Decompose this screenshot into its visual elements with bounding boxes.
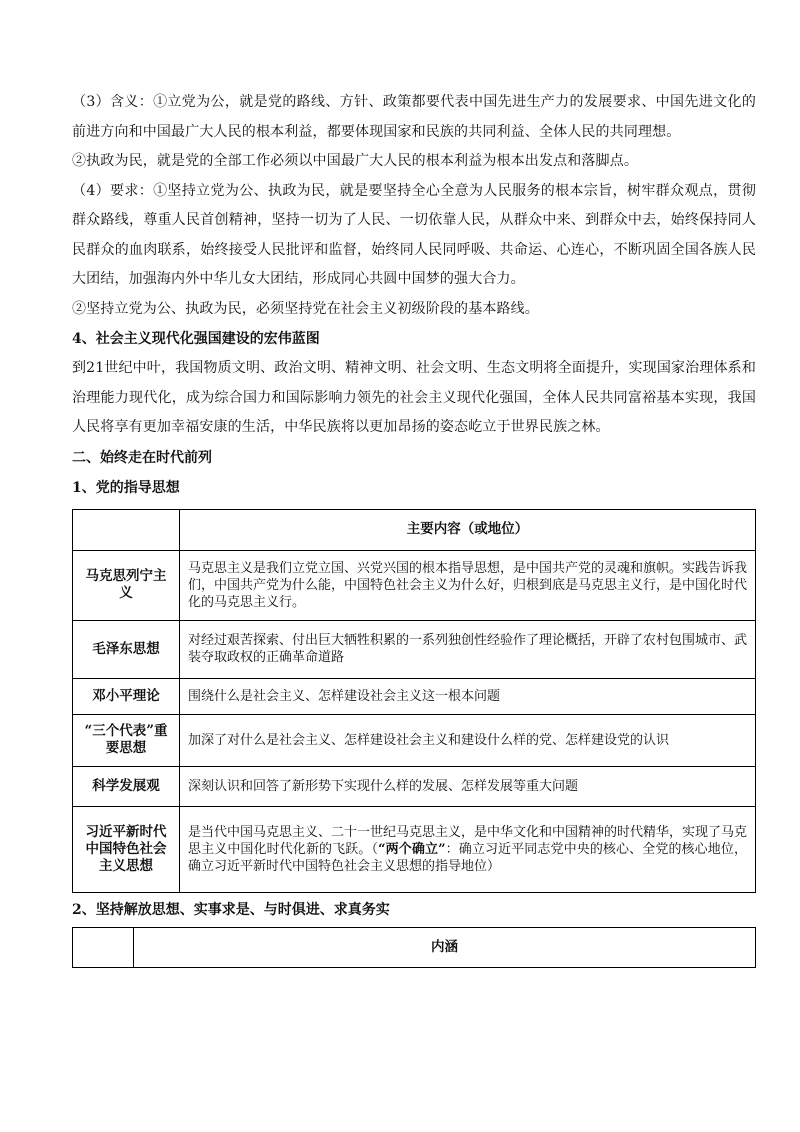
- table-header-row: [73, 927, 756, 967]
- row-content: 马克思主义是我们立党立国、兴党兴国的根本指导思想，是中国共产党的灵魂和旗帜。实践告诉我们，中国共产党为什么能，中国特色社会主义为什么好，归根到底是马克思主义行，是中国化时代化的马克思主义行。: [180, 550, 756, 620]
- header-empty-cell: [73, 927, 134, 967]
- table-row: [73, 550, 756, 620]
- header-empty-cell: [73, 509, 180, 550]
- heading-guiding-thought: 1、党的指导思想: [72, 479, 180, 496]
- row-content: 加深了对什么是社会主义、怎样建设社会主义和建设什么样的党、怎样建设党的认识: [180, 714, 756, 766]
- table-row: [73, 678, 756, 714]
- document-page: [72, 88, 756, 968]
- header-main-content: 主要内容（或地位）: [180, 509, 756, 550]
- section-heading-forefront: 二、始终走在时代前列: [72, 449, 212, 466]
- content-part-a: 是当代中国马克思主义、二十一世纪马克思主义，是中华文化和中国精神的时代精华，实现了马克思主义中国化时代化新的飞跃。（: [188, 824, 748, 857]
- header-connotation: 内涵: [134, 927, 756, 967]
- table-row: [73, 714, 756, 766]
- content-part-b: ：确立习近平同志党中央的核心、全党的核心地位，确立习近平新时代中国特色社会主义思想的指导地位）: [188, 841, 747, 874]
- paragraph-requirements: （4）要求：①坚持立党为公、执政为民，就是要坚持全心全意为人民服务的根本宗旨，树牢群众观点，贯彻群众路线，尊重人民首创精神，坚持一切为了人民、一切依靠人民，从群众中来、到群众中去，始终保持同人民群众的血肉联系，始终接受人民批评和监督，始终同人民同呼吸、共命运、心连心，不断巩固全国各族人民大团结，加强海内外中华儿女大团结，形成同心共圆中国梦的强大合力。: [72, 182, 756, 287]
- row-content: [180, 806, 756, 892]
- row-name: 科学发展观: [73, 766, 180, 806]
- table-header-row: [73, 509, 756, 550]
- row-content: 对经过艰苦探索、付出巨大牺牲积累的一系列独创性经验作了理论概括，开辟了农村包围城市、武装夺取政权的正确革命道路: [180, 620, 756, 678]
- row-name: 习近平新时代中国特色社会主义思想: [73, 806, 180, 892]
- row-name: 马克思列宁主义: [73, 550, 180, 620]
- table-row: [73, 620, 756, 678]
- connotation-table: [72, 927, 756, 968]
- paragraph-governance: ②执政为民，就是党的全部工作必须以中国最广大人民的根本利益为根本出发点和落脚点。: [72, 153, 638, 169]
- row-name: 邓小平理论: [73, 678, 180, 714]
- paragraph-blueprint: 到21世纪中叶，我国物质文明、政治文明、精神文明、社会文明、生态文明将全面提升，实现国家治理体系和治理能力现代化，成为综合国力和国际影响力领先的社会主义现代化强国，全体人民共同富裕基本实现，我国人民将享有更加幸福安康的生活，中华民族将以更加昂扬的姿态屹立于世界民族之林。: [72, 360, 756, 435]
- row-content: 围绕什么是社会主义、怎样建设社会主义这一根本问题: [180, 678, 756, 714]
- paragraph-meaning: （3）含义：①立党为公，就是党的路线、方针、政策都要代表中国先进生产力的发展要求、中国先进文化的前进方向和中国最广大人民的根本利益，都要体现国家和民族的共同利益、全体人民的共同理想。: [72, 94, 756, 140]
- row-content: 深刻认识和回答了新形势下实现什么样的发展、怎样发展等重大问题: [180, 766, 756, 806]
- paragraph-basic-line: ②坚持立党为公、执政为民，必须坚持党在社会主义初级阶段的基本路线。: [72, 300, 539, 317]
- table-row: [73, 766, 756, 806]
- heading-blueprint: 4、社会主义现代化强国建设的宏伟蓝图: [72, 331, 320, 347]
- two-establishments-term: “两个确立”: [378, 841, 446, 857]
- row-name: “三个代表”重要思想: [73, 714, 180, 766]
- table-row: [73, 806, 756, 892]
- row-name: 毛泽东思想: [73, 620, 180, 678]
- heading-emancipate-mind: 2、坚持解放思想、实事求是、与时俱进、求真务实: [72, 901, 390, 918]
- guiding-thought-table: [72, 509, 756, 893]
